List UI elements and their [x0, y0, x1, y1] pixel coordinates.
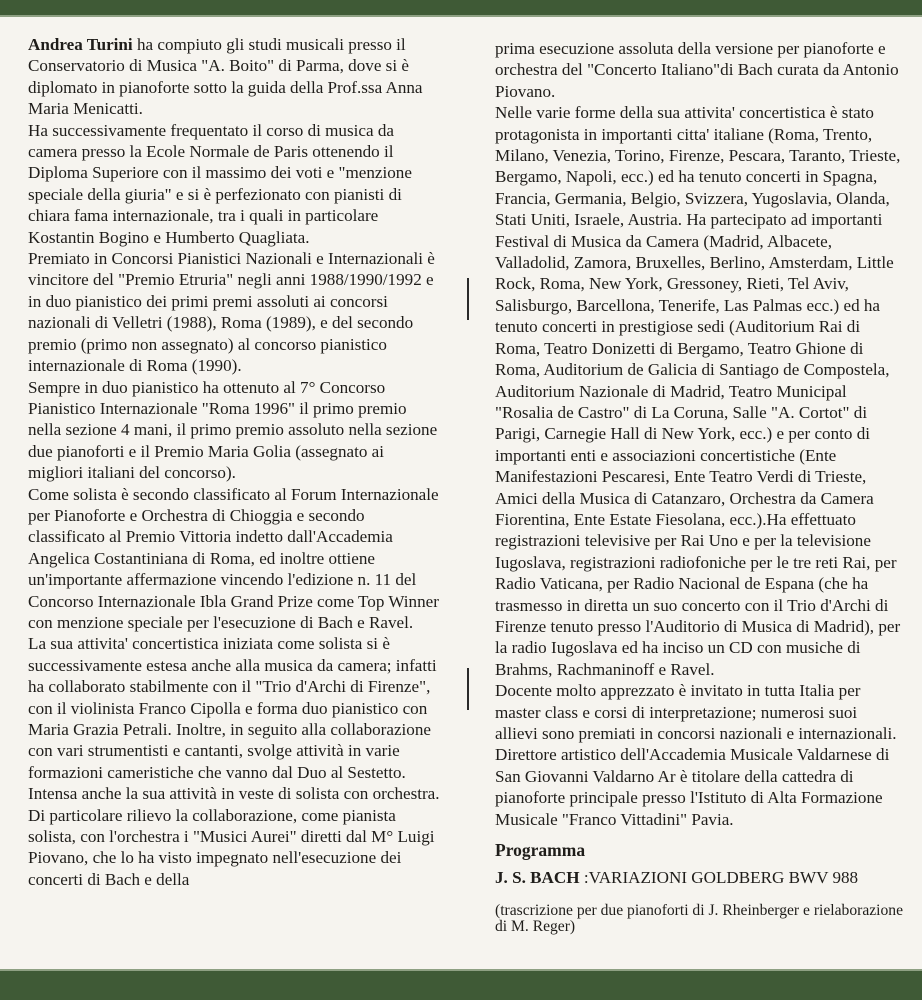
bio-paragraph-1 — [28, 34, 440, 120]
top-border-band — [0, 0, 922, 17]
author-name: Andrea Turini — [28, 35, 133, 54]
right-column — [495, 38, 903, 936]
work-title: :VARIAZIONI GOLDBERG BWV 988 — [579, 868, 859, 888]
bio-paragraph-3: Premiato in Concorsi Pianistici Nazionali e Internazionali è vincitore del "Premio Etruria" negli anni 1988/1990/1992 e in duo pianistico dei primi premi assoluti ai concorsi nazionali di Velletri (1988), Roma (1989), e del secondo premio (primo non assegnato) al concorso pianistico internazionale di Roma (1990). — [28, 249, 435, 376]
fold-mark-lower — [467, 668, 469, 710]
bottom-border-band — [0, 969, 922, 1000]
program-item — [495, 867, 903, 888]
bio-paragraph-6: La sua attivita' concertistica iniziata come solista si è successivamente estesa anche alla musica da camera; infatti ha collaborato stabilmente con il "Trio d'Archi di Firenze", con il violinista Franco Cipolla e forma duo pianistico con Maria Grazia Petrali. Inoltre, in seguito alla collaborazione con vari strumentisti e cantanti, svolge attività in varie formazioni cameristiche che vanno dal Duo al Sestetto. Intensa anche la sua attività in veste di solista con orchestra. Di particolare rilievo la collaborazione, come pianista solista, con l'orchestra i "Musici Aurei" diretti dal M° Luigi Piovano, che lo ha visto impegnato nell'esecuzione dei concerti di Bach e della — [28, 634, 440, 889]
bio-paragraph-7: prima esecuzione assoluta della versione per pianoforte e orchestra del "Concerto Italiano"di Bach curata da Antonio Piovano. — [495, 39, 899, 101]
left-column — [28, 34, 440, 890]
bio-paragraph-4: Sempre in duo pianistico ha ottenuto al 7° Concorso Pianistico Internazionale "Roma 1996" il primo premio nella sezione 4 mani, il primo premio assoluto nella sezione due pianoforti e il Premio Maria Golia (assegnato ai migliori italiani del concorso). — [28, 377, 438, 483]
bio-paragraph-9: Docente molto apprezzato è invitato in tutta Italia per master class e corsi di interpretazione; numerosi suoi allievi sono premiati in concorsi nazionali e internazionali. Direttore artistico dell'Accademia Musicale Valdarnese di San Giovanni Valdarno Ar è titolare della cattedra di pianoforte principale presso l'Istituto di Alta Formazione Musicale "Franco Vittadini" Pavia. — [495, 681, 897, 829]
program-note: (trascrizione per due pianoforti di J. Rheinberger e rielaborazione di M. Reger) — [495, 901, 904, 936]
bio-paragraph-1-text: ha compiuto gli studi musicali presso il Conservatorio di Musica "A. Boito" di Parma, dove si è diplomato in pianoforte sotto la guida della Prof.ssa Anna Maria Menicatti. — [28, 35, 423, 119]
bio-paragraph-8: Nelle varie forme della sua attivita' concertistica è stato protagonista in importanti citta' italiane (Roma, Trento, Milano, Venezia, Torino, Firenze, Pescara, Taranto, Trieste, Bergamo, Napoli, ecc.) ed ha tenuto concerti in Spagna, Francia, Germania, Belgio, Svizzera, Yugoslavia, Olanda, Stati Uniti, Israele, Austria. Ha partecipato ad importanti Festival di Musica da Camera (Madrid, Albacete, Valladolid, Zamora, Bruxelles, Berlino, Amsterdam, Little Rock, Roma, New York, Gressoney, Rieti, Tel Aviv, Salisburgo, Barcellona, Tenerife, Las Palmas ecc.) ed ha tenuto concerti in prestigiose sedi (Auditorium Rai di Roma, Teatro Donizetti di Bergamo, Teatro Ghione di Roma, Auditorium de Galicia di Santiago de Compostela, Auditorium Nazionale di Madrid, Teatro Municipal "Rosalia de Castro" di La Coruna, Salle "A. Cortot" di Parigi, Carnegie Hall di New York, ecc.) e per conto di importanti enti e associazioni concertistiche (Ente Manifestazioni Pescaresi, Ente Teatro Verdi di Trieste, Amici della Musica di Catanzaro, Orchestra da Camera Fiorentina, Ente Estate Fiesolana, ecc.).Ha effettuato registrazioni televisive per Rai Uno e per la televisione Iugoslava, registrazioni radiofoniche per le tre reti Rai, per Radio Vaticana, per Radio Nacional de Espana (che ha trasmesso in diretta un suo concerto con il Trio d'Archi di Firenze tenuto presso l'Auditorio di Musica di Madrid), per la radio Iugoslava ed ha inciso un CD con musiche di Brahms, Rachmaninoff e Ravel. — [495, 103, 901, 679]
bio-paragraph-5: Come solista è secondo classificato al Forum Internazionale per Pianoforte e Orchestra di Chioggia e secondo classificato al Premio Vittoria indetto dall'Accademia Angelica Costantiniana di Roma, ed inoltre ottiene un'importante affermazione vincendo l'edizione n. 11 del Concorso Internazionale Ibla Grand Prize come Top Winner con menzione speciale per l'esecuzione di Bach e Ravel. — [28, 484, 439, 632]
bio-paragraph-2: Ha successivamente frequentato il corso di musica da camera presso la Ecole Normale de Paris ottenendo il Diploma Superiore con il massimo dei voti e "menzione speciale della giuria" e si è perfezionato con pianisti di chiara fama internazionale, tra i quali in particolare Kostantin Bogino e Humberto Quagliata. — [28, 120, 412, 247]
programma-heading: Programma — [495, 840, 586, 861]
fold-mark-upper — [467, 278, 469, 320]
composer-name: J. S. BACH — [495, 868, 580, 888]
